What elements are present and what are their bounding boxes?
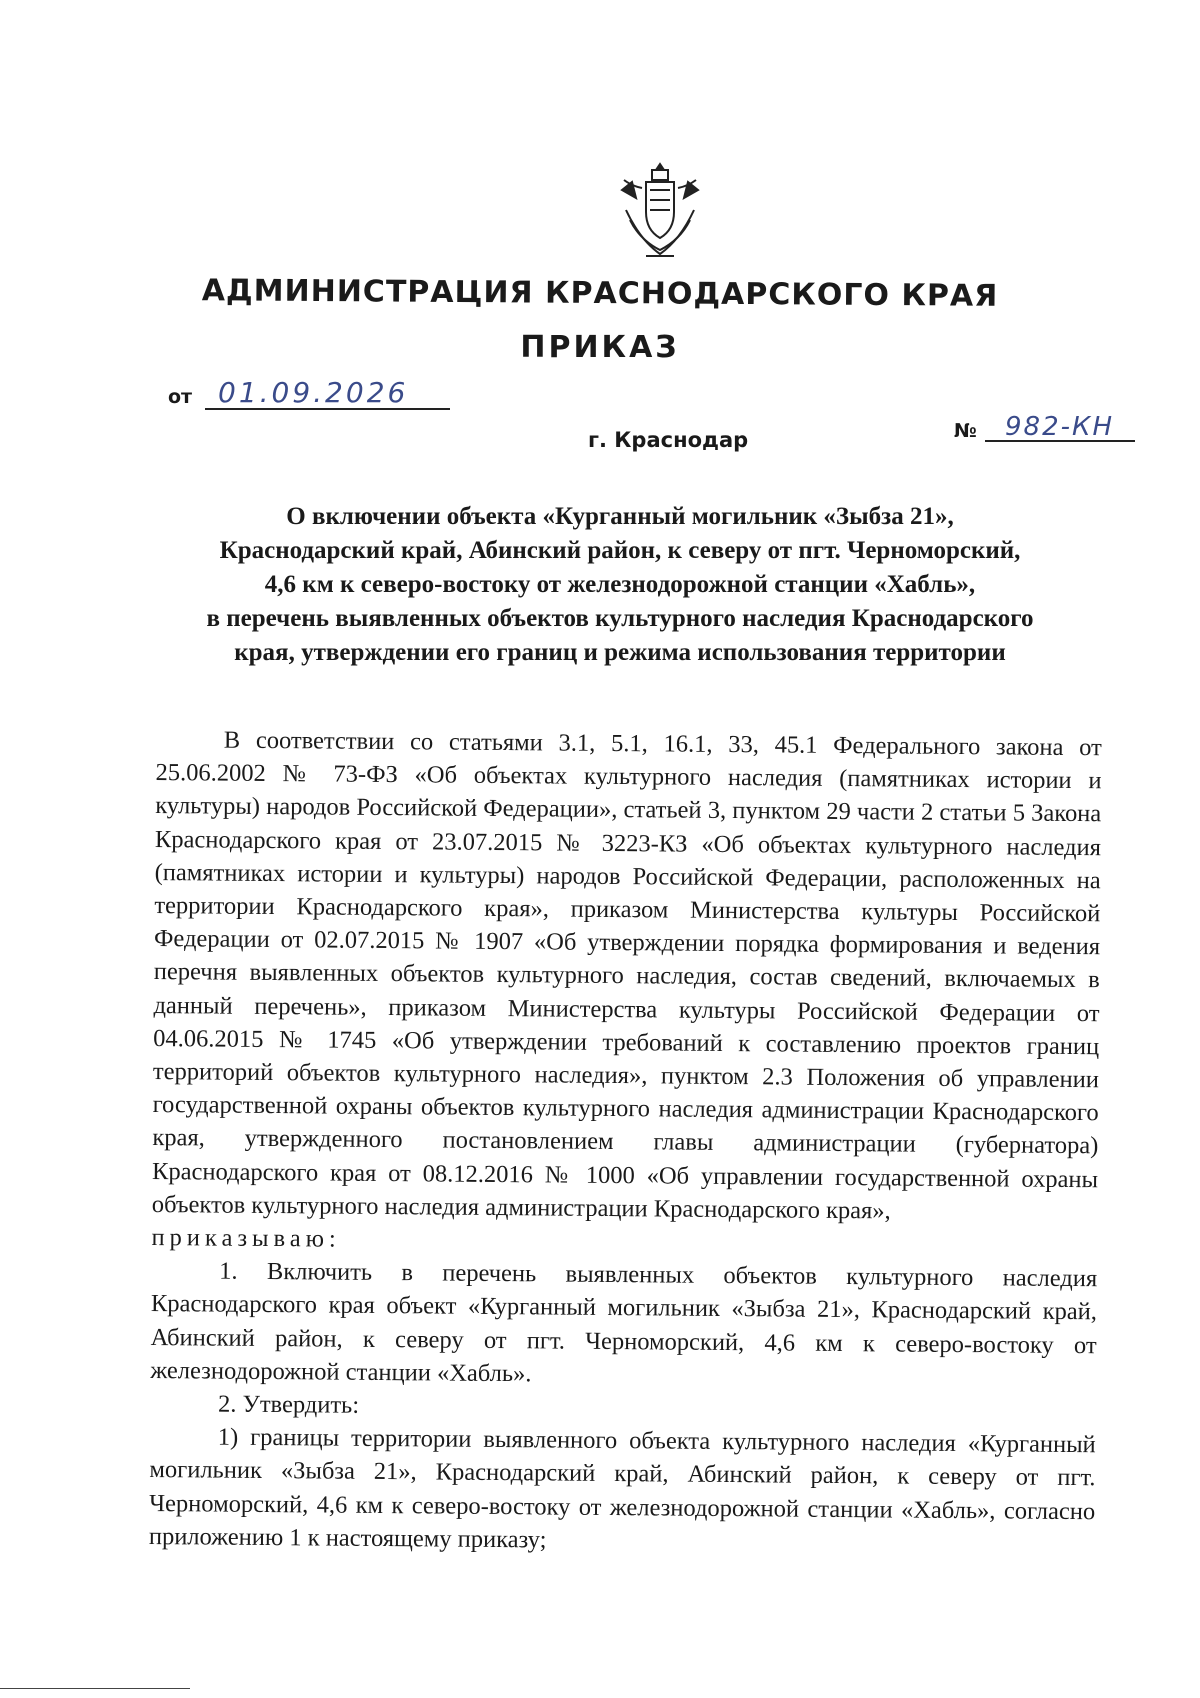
document-body [149,723,1102,1561]
date-value: 01.09.2026 [218,376,409,409]
title-line: О включении объекта «Курганный могильник «Зыбза 21», [286,503,954,530]
title-line: 4,6 км к северо-востоку от железнодорожной станции «Хабль», [264,571,976,598]
organization-name: АДМИНИСТРАЦИЯ КРАСНОДАРСКОГО КРАЯ [201,273,999,314]
date-prefix: от [168,386,193,408]
title-line: Краснодарский край, Абинский район, к северу от пгт. Черноморский, [219,537,1021,564]
order-word: приказываю: [151,1224,341,1253]
title-line: в перечень выявленных объектов культурного наследия Краснодарского [206,605,1034,632]
item-2-1: 1) границы территории выявленного объекта культурного наследия «Курганный могильник «Зыбза 21», Краснодарский край, Абинский район, к северу от пгт. Черноморский, 4,6 км к северо-востоку от железнодорожной станции «Хабль», согласно приложению 1 к настоящему приказу; [148,1423,1096,1554]
document-type: ПРИКАЗ [520,330,680,365]
document-title [140,500,1100,670]
preamble-paragraph: В соответствии со статьями 3.1, 5.1, 16.1, 33, 45.1 Федерального закона от 25.06.2002 № 73-ФЗ «Об объектах культурного наследия (памятниках истории и культуры) народов Российской Федерации», статьей 3, пунктом 29 части 2 статьи 5 Закона Краснодарского края от 23.07.2015 № 3223-КЗ «Об объектах культурного наследия (памятниках истории и культуры) народов Российской Федерации, расположенных на территории Краснодарского края», приказом Министерства культуры Российской Федерации от 02.07.2015 № 1907 «Об утверждении порядка формирования и ведения перечня выявленных объектов культурного наследия, состав сведений, включаемых в данный перечень», приказом Министерства культуры Российской Федерации от 04.06.2015 № 1745 «Об утверждении требований к составлению проектов границ территорий объектов культурного наследия», пунктом 2.3 Положения об управлении государственной охраны объектов культурного наследия администрации Краснодарского края, утвержденного постановлением главы администрации (губернатора) Краснодарского края от 08.12.2016 № 1000 «Об управлении государственной охраны объектов культурного наследия администрации Краснодарского края», [151,726,1102,1225]
city: г. Краснодар [588,428,749,452]
number-value: 982-КН [1005,412,1115,442]
item-2: 2. Утвердить: [217,1390,360,1419]
footer-divider [0,1688,190,1689]
coat-of-arms-icon [616,160,704,264]
item-1: 1. Включить в перечень выявленных объектов культурного наследия Краснодарского края объект «Курганный могильник «Зыбза 21», Краснодарский край, Абинский район, к северу от пгт. Черноморский, 4,6 км к северо-востоку от железнодорожной станции «Хабль». [150,1257,1098,1388]
number-prefix: № [954,420,977,442]
title-line: края, утверждении его границ и режима использования территории [234,639,1006,666]
